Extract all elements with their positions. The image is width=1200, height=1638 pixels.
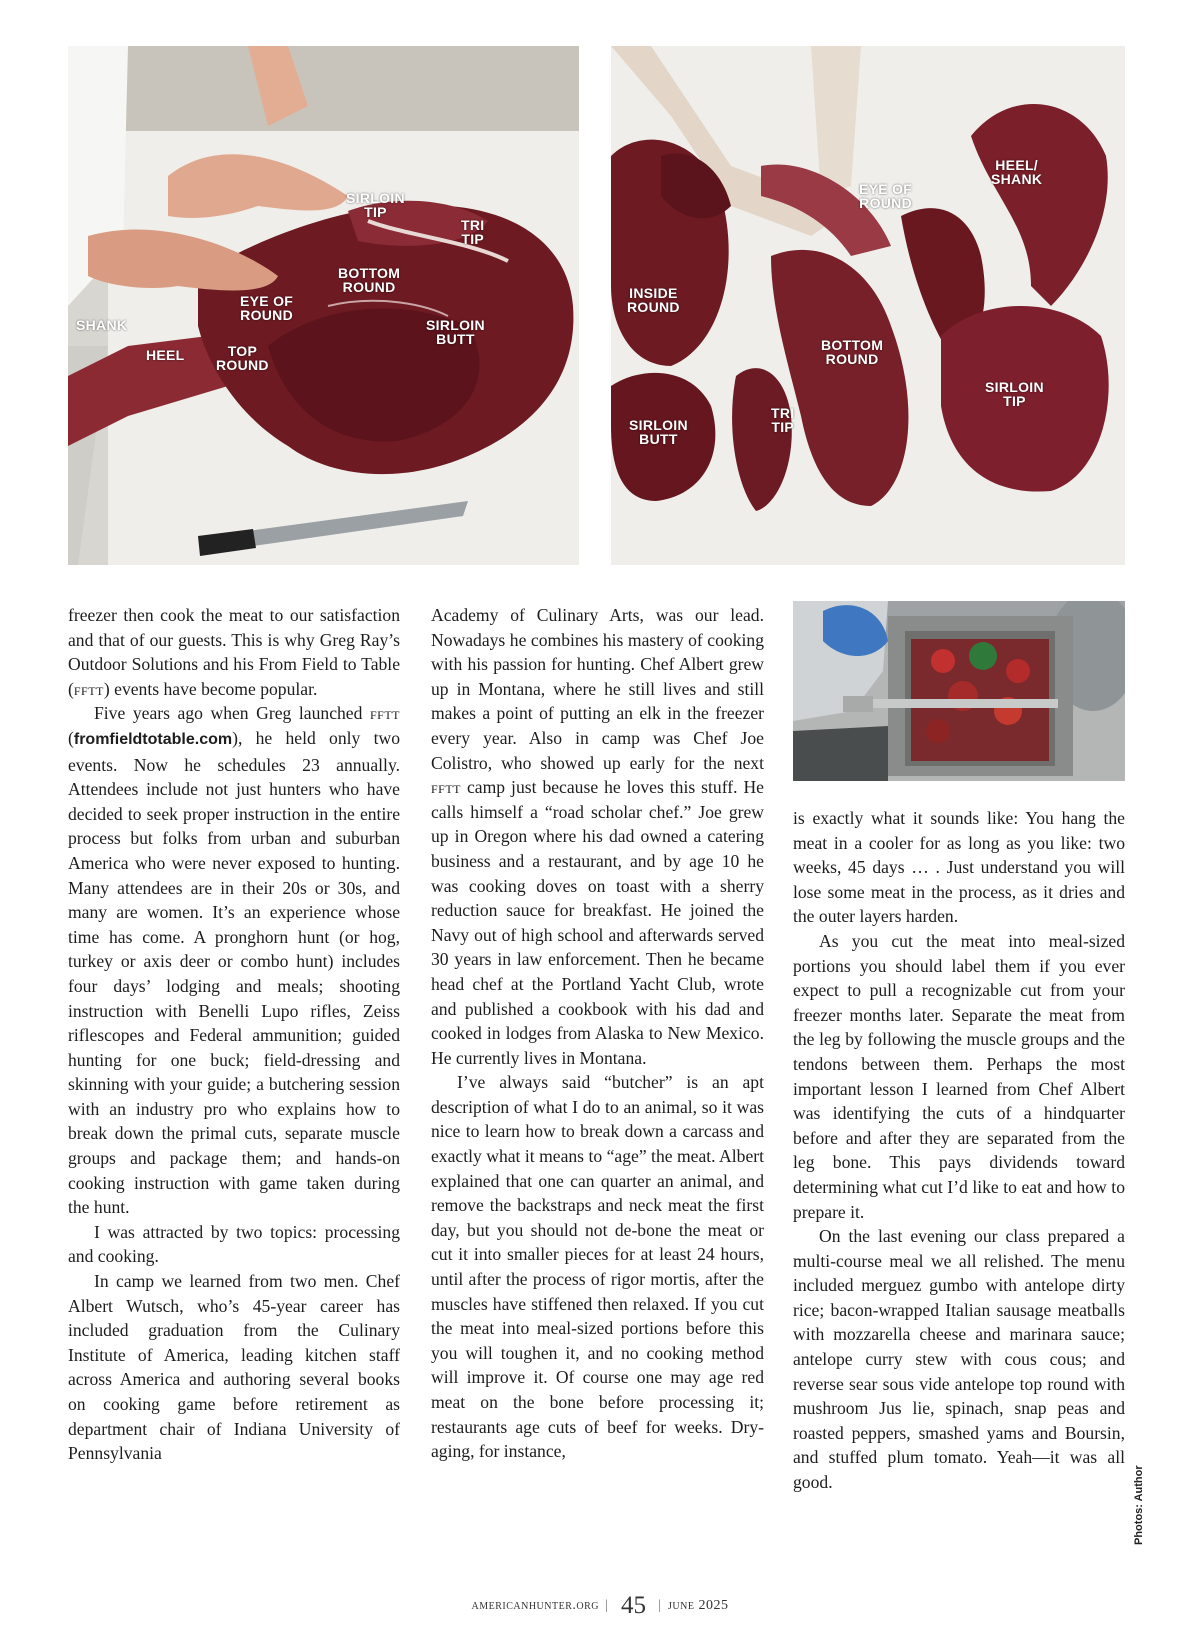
paragraph: I’ve always said “butcher” is an apt description of what I do to an animal, so it was nice to learn how to break down a carcass and exactly what it means to “age” the meat. Albert explained that one can quarter an animal, and remove the backstraps and neck meat the first day, but you should not de-bone the meat or cut it into smaller pieces for at least 24 hours, until after the process of rigor mortis, after the muscles have stiffened then relaxed. If you cut the meat into meal-sized portions before this you will toughen it, and no cooking method will improve it. Of course one may age red meat on the bone before processing it; restaurants age cuts of beef for weeks. Dry-aging, for instance, (431, 1072, 764, 1462)
label-sirloin-butt: SIRLOIN BUTT (426, 317, 485, 347)
paragraph: In camp we learned from two men. Chef Albert Wutsch, who’s 45-year career has included graduation from the Culinary Institute of America, leading kitchen staff across America and authoring several books on cooking game before retirement as department chair of Indiana University of Pennsylvania (68, 1271, 400, 1464)
website-link[interactable]: fromfieldtotable.com (73, 730, 233, 748)
footer-separator: | (605, 1598, 610, 1613)
paragraph: I was attracted by two topics: processing and cooking. (68, 1221, 400, 1267)
article-column-1 (68, 603, 400, 1466)
label-shank: SHANK (76, 317, 128, 333)
label-bottom-round: BOTTOM ROUND (338, 265, 401, 295)
paragraph: As you cut the meat into meal-sized portions you should label them if you ever expect to pull a recognizable cut from your freezer months later. Separate the meat from the leg by following the muscle groups and the tendons between them. Perhaps the most important lesson I learned from Chef Albert was identifying the cuts of a hindquarter before and after they are separated from the leg bone. This pays dividends toward determining what cut I’d like to eat and how to prepare it. (793, 930, 1125, 1222)
paragraph: freezer then cook the meat to our satisfaction and that of our guests. This is why Greg Ray’s Outdoor Solutions and his From Field to Table (fftt) events have become popular. (68, 605, 400, 699)
hindquarter-image (68, 46, 579, 565)
paragraph: On the last evening our class prepared a multi-course meal we all relished. The menu included merguez gumbo with antelope dirty rice; bacon-wrapped Italian sausage meatballs with mozzarella cheese and marinara sauce; antelope curry stew with cous cous; and reverse sear sous vide antelope top round with mushroom Jus lie, spinach, snap peas and roasted peppers, smashed yams and Boursin, and stuffed plum tomato. Yeah—it was all good. (793, 1226, 1125, 1493)
photo-separated-cuts (611, 46, 1125, 565)
photo-intact-hindquarter (68, 46, 579, 565)
label-bottom-round-right: BOTTOM ROUND (821, 337, 884, 367)
label-sirloin-tip: SIRLOIN TIP (346, 190, 405, 220)
paragraph: is exactly what it sounds like: You hang the meat in a cooler for as long as you like: two weeks, 45 days … . Just understand you will lose some meat in the process, as it dries and the outer layers harden. (793, 808, 1125, 927)
page-number: 45 (621, 1592, 647, 1619)
paragraph: Five years ago when Greg launched fftt (fromfieldtotable.com), he held only two events. Now he schedules 23 annually. Attendees include not just hunters who have decided to seek proper instruction in the entire process but folks from urban and suburban America who were never exposed to hunting. Many attendees are in their 20s or 30s, and many are women. It’s an experience whose time has come. A pronghorn hunt (or hog, turkey or axis deer or combo hunt) includes four days’ lodging and meals; shooting instruction with Benelli Lupo rifles, Zeiss riflescopes and Federal ammunition; guided hunting for one buck; field-dressing and skinning with your guide; a butchering session with an industry pro who explains how to break down the primal cuts, separate muscle groups and package them; and hands-on cooking instruction with game taken during the hunt. (68, 703, 400, 1218)
label-inside-round: INSIDE ROUND (627, 285, 680, 315)
label-eye-of-round-right: EYE OF ROUND (859, 181, 913, 211)
meat-mixer-image (793, 601, 1125, 781)
page-footer (0, 1592, 1200, 1620)
article-column-3 (793, 806, 1125, 1495)
photo-credit: Photos: Author (1133, 1465, 1145, 1545)
article-column-2 (431, 603, 764, 1464)
label-heel: HEEL (146, 347, 185, 363)
label-tri-tip-right: TRI TIP (771, 405, 795, 435)
label-top-round: TOP ROUND (216, 343, 269, 373)
separated-cuts-image (611, 46, 1125, 565)
footer-separator: | (658, 1598, 663, 1613)
label-sirloin-butt-right: SIRLOIN BUTT (629, 417, 688, 447)
paragraph: Academy of Culinary Arts, was our lead. Nowadays he combines his mastery of cooking with his passion for hunting. Chef Albert grew up in Montana, where he still lives and still makes a point of putting an elk in the freezer every year. Also in camp was Chef Joe Colistro, who showed up early for the next fftt camp just because he loves this stuff. He calls himself a “road scholar chef.” Joe grew up in Oregon where his dad owned a catering business and a restaurant, and by age 10 he was cooking doves on toast with a sherry reduction sauce for breakfast. He joined the Navy out of high school and afterwards served 30 years in law enforcement. Then he became head chef at the Portland Yacht Club, wrote and published a cookbook with his dad and cooked in lodges from Alaska to New Mexico. He currently lives in Montana. (431, 605, 764, 1068)
footer-date: june 2025 (668, 1598, 729, 1613)
label-heel-shank: HEEL/ SHANK (991, 157, 1043, 187)
label-sirloin-tip-right: SIRLOIN TIP (985, 379, 1044, 409)
photo-meat-mixer (793, 601, 1125, 781)
label-eye-of-round: EYE OF ROUND (240, 293, 294, 323)
label-tri-tip: TRI TIP (461, 217, 485, 247)
footer-site: americanhunter.org (471, 1598, 599, 1613)
